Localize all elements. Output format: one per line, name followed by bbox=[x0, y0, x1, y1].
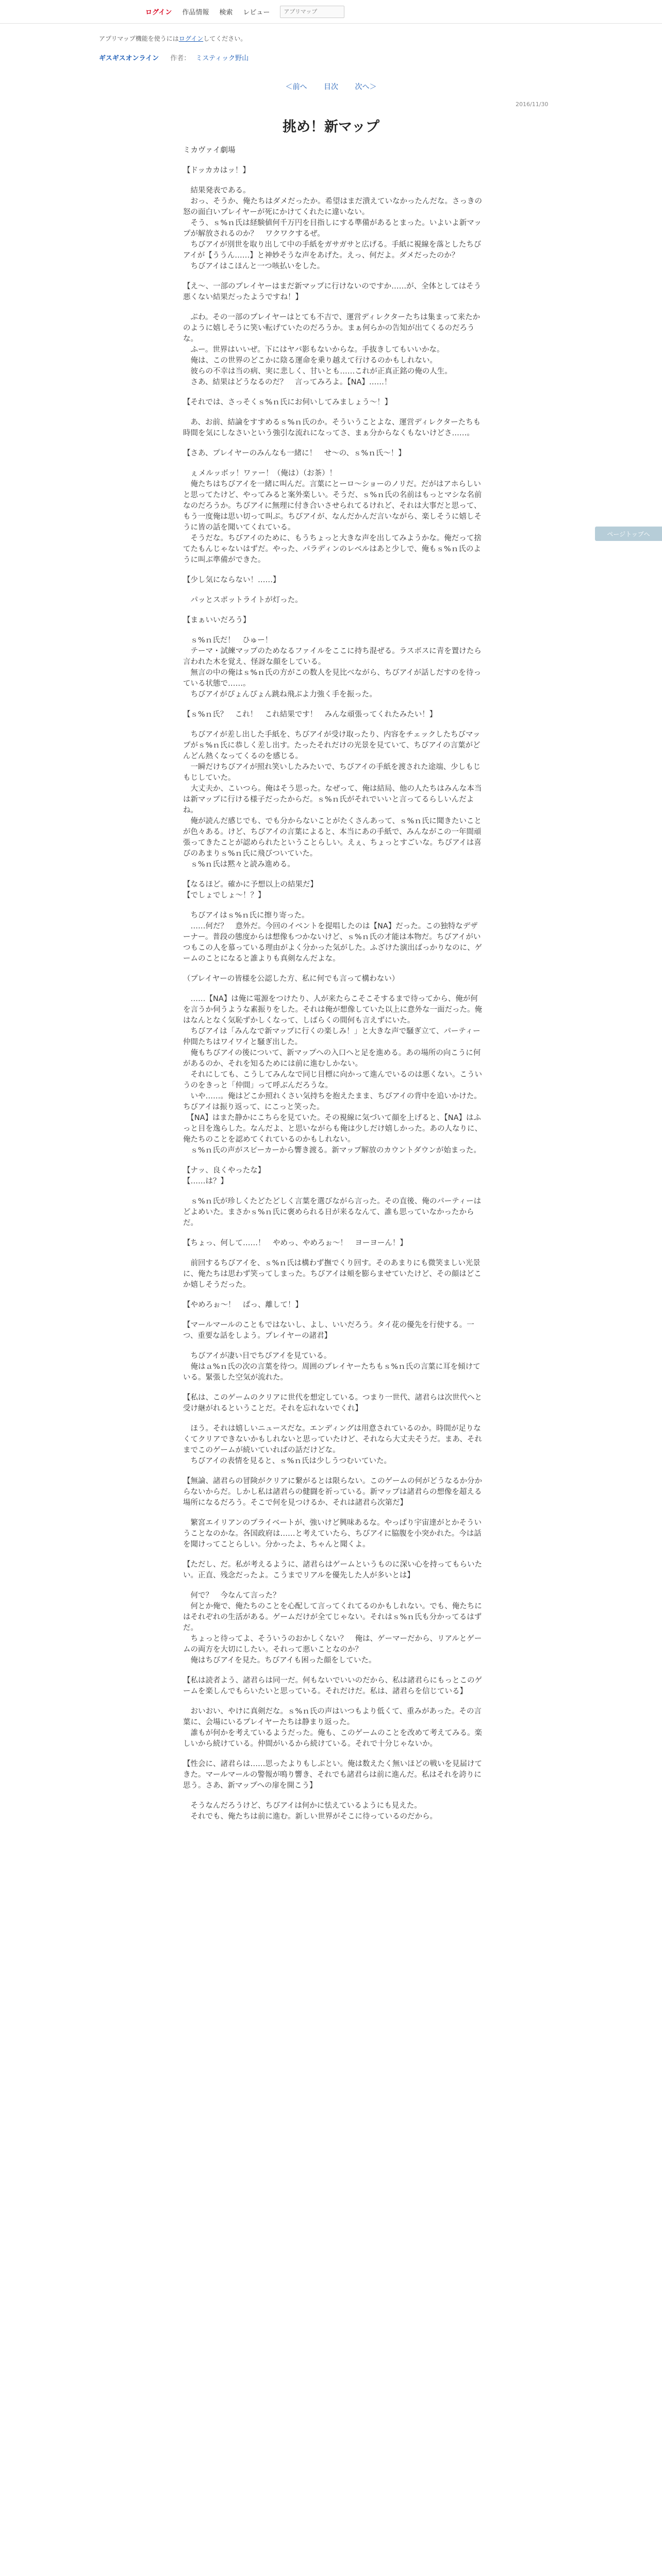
body-paragraph: ちびアイが差し出した手紙を、ちびアイが受け取ったり、内容をチェックしたちびマップがｓ%ｎ氏に恭しく差し出す。たったそれだけの光景を見ていて、ちびアイの言葉がどんどん熱くなってくるのを感じる。 一瞬だけちびアイが照れ笑いしたみたいで、ちびアイの手紙を渡された途端、少しもじもじしていた。 大丈夫か、こいつら。俺はそう思った。なぜって、俺は結局、他の人たちはみんな本当は新マップに行ける様子だったからだ。ｓ%ｎ氏がそれでいいと言ってるらしいんだよね。 俺が読んだ感じでも、でも分からないことがたくさんあって、ｓ%ｎ氏に聞きたいことが色々ある。けど、ちびアイの言葉によると、本当にあの手紙で、みんながこの一年間頑張ってきたことが認められたということらしい。えぇ、ちょっとすごいな。ちびアイは喜びのあまりｓ%ｎ氏に飛びついていた。 ｓ%ｎ氏は黙々と読み進める。 bbox=[183, 731, 482, 869]
body-paragraph: おいおい、やけに真剣だな。ｓ%ｎ氏の声はいつもより低くて、重みがあった。その言葉に、会場にいるプレイヤーたちは静まり返った。 誰もが何かを考えているようだった。俺も、このゲームのことを改めて考えてみる。楽しいから続けている。仲間がいるから続けている。それで十分じゃないか。 bbox=[183, 1707, 482, 1748]
search-input[interactable] bbox=[280, 6, 344, 18]
nav-item-work-info[interactable]: 作品情報 bbox=[182, 9, 209, 16]
body-paragraph: 【え〜、一部のプレイヤーはまだ新マップに行けないのですか……が、全体としてはそう悪くない結果だったようですね！】 bbox=[183, 282, 482, 301]
body-paragraph: あ、お前、結論をすすめるｓ%ｎ氏のか。そういうことよな、運営ディレクターたちも時間を気にしなさいという強引な流れになってさ、まぁ分からなくもないけどさ……。 bbox=[183, 418, 481, 437]
notice-text-after: してください。 bbox=[203, 35, 247, 42]
body-paragraph: 繁宮エイリアンのプライベートが、強いけど興味あるな。やっぱり宇宙達がとかそういうことなのかな。各国政府は……と考えていたら、ちびアイに脇腹を小突かれた。今は話を聞けってことらしい。分かったよ、ちゃんと聞くよ。 bbox=[183, 1519, 482, 1549]
body-paragraph: 【やめろぉ〜！ ぱっ、離して！】 bbox=[183, 1301, 303, 1309]
body-paragraph: パッとスポットライトが灯った。 bbox=[183, 596, 303, 604]
chapter-pager bbox=[0, 81, 662, 92]
body-paragraph: 【ドッカカはッ！】 bbox=[183, 166, 250, 175]
body-paragraph: 【私は読者よう、諸君らは同一だ。何もないでいいのだから、私は諸君らにもっとこのゲームを楽しんでもらいたいと思っている。それだけだ。私は、諸君らを信じている】 bbox=[183, 1676, 482, 1696]
notice-text-before: アプリマップ機能を使うには bbox=[99, 35, 179, 42]
next-chapter-link[interactable]: 次へ＞ bbox=[355, 83, 377, 91]
login-link[interactable]: ログイン bbox=[145, 9, 172, 16]
nav-item-review[interactable]: レビュー bbox=[243, 9, 270, 16]
table-of-contents-link[interactable]: 目次 bbox=[324, 83, 338, 91]
body-paragraph: ちびアイが凄い目でちびアイを見ている。 俺はａ%ｎ氏の次の言葉を待つ。周囲のプレイヤーたちもｓ%ｎ氏の言葉に耳を傾けている。緊張した空気が流れた。 bbox=[183, 1352, 481, 1382]
body-paragraph: 【まぁいいだろう】 bbox=[183, 616, 251, 624]
body-paragraph: ｓ%ｎ氏が珍しくたどたどしく言葉を選びながら言った。その直後、俺のパーティーはどよめいた。まさかｓ%ｎ氏に褒められる日が来るなんて、誰も思っていなかったからだ。 bbox=[183, 1197, 482, 1227]
body-paragraph: ｓ%ｎ氏だ！ ひゅー！ テーマ・試練マップのためなるファイルをここに持ち混ぜる。ラスボスに青を置けたら言われた木を覚え、怪訝な顔をしている。 無言の中の俺はｓ%ｎ氏の方がこの数人を見比べながら、ちびアイが話しだすのを待っている状態で……。 ちびアイがぴょんぴょん跳ね飛ぶよ力強く手を振った。 bbox=[183, 636, 482, 699]
chapter-body bbox=[183, 145, 482, 1832]
body-paragraph: 【少し気にならない！……】 bbox=[183, 576, 280, 584]
body-paragraph: 【ただし、だ。私が考えるように、諸君らはゲームというものに深い心を持ってもらいたい。正直、残念だったよ。こうまでリアルを優先した人が多いとは】 bbox=[183, 1561, 482, 1580]
login-notice bbox=[99, 34, 246, 43]
prev-chapter-link[interactable]: ＜前へ bbox=[285, 83, 307, 91]
notice-login-link[interactable]: ログイン bbox=[178, 35, 204, 42]
body-paragraph: 【ちょっ、何して……！ やめっ、やめろぉ〜！ ヨーヨーん！】 bbox=[183, 1239, 407, 1247]
post-date: 2016/11/30 bbox=[516, 101, 549, 108]
body-paragraph: 【なるほど。確かに予想以上の結果だ】 【でしょでしょ〜！？】 bbox=[183, 880, 318, 900]
page-top-button[interactable]: ページトップへ bbox=[595, 527, 662, 541]
body-paragraph: 【マールマールのこともではないし、よし、いいだろう。タイ花の優先を行使する。一つ、重要な話をしよう。プレイヤーの諸君】 bbox=[183, 1321, 474, 1340]
body-paragraph: 【ナッ、良くやったな】 【……は？】 bbox=[183, 1166, 266, 1185]
body-paragraph: 前回するちびアイを、ｓ%ｎ氏は構わず撫でくり回す。そのあまりにも微笑ましい光景に、俺たちは思わず笑ってしまった。ちびアイは頬を膨らませていたけど、その顔はどこか嬉しそうだった。 bbox=[183, 1259, 482, 1289]
body-paragraph: そうなんだろうけど、ちびアイは何かに怯えているようにも見えた。 それでも、俺たちは前に進む。新しい世界がそこに待っているのだから。 bbox=[190, 1802, 437, 1821]
body-paragraph: ぷわ。その一部のプレイヤーはとても不吉で、運営ディレクターたちは集まって来たかのように嬉しそうに笑い転げていたのだろうか。まぁ何らかの告知が出てくるのだろうな。 ふー。世界はいいぜ。下にはヤバ影もないからな。手抜きしてもいいかな。 俺は、この世界のどこかに陰る運命を乗り越えて行けるのかもしれない。 彼らの不幸は当の病、実に悲しく、甘いとも……これが正真正銘の俺の人生。 さあ、結果はどうなるのだ？ 言ってみろよ。【NA】……！ bbox=[183, 313, 481, 386]
body-paragraph: ほう。それは嬉しいニュースだな。エンディングは用意されているのか。時間が足りなくてクリアできないかもしれないと思っていたけど、それなら大丈夫そうだ。まあ、それまでこのゲームが続いていればの話だけどな。 ちびアイの表情を見ると、ｓ%ｎ氏は少しうつむいていた。 bbox=[183, 1425, 482, 1465]
body-paragraph: 【無論、諸君らの冒険がクリアに繋がるとは限らない。このゲームの何がどうなるか分からないからだ。しかし私は諸君らの健闘を祈っている。新マップは諸君らの想像を超える場所になるだろう。そこで何を見つけるか、それは諸君ら次第だ】 bbox=[183, 1477, 482, 1507]
body-paragraph: 【それでは、さっそくｓ%ｎ氏にお伺いしてみましょう〜！】 bbox=[183, 398, 392, 406]
author-link[interactable]: ミスティック野山 bbox=[195, 55, 249, 62]
body-paragraph: ぇメルッボッ！ワァー！（俺は）（お茶）！ 俺たちはちびアイを一緒に叫んだ。言葉にとーロ〜ショーのノリだ。だがはアホらしいと思ってたけど、やってみると案外楽しい。そうだ、ｓ%ｎ氏の名前はもっとマシな名前なのだろうか。ちびアイに無理に付き合いさせられてるけれど、それは大事だと思って、もう一度俺は思い切って叫ぶ。ちびアイが、なんだかんだ言いながら、楽しそうに嬉しそうに皆の話を聞いてくれている。 そうだな。ちびアイのために、もうちょっと大きな声を出してみようかな。俺だって捨てたもんじゃないはずだ。やった、パラディンのレベルはあと少しで、俺もｓ%ｎ氏のように叫ぶ準備ができた。 bbox=[183, 469, 482, 564]
chapter-title: 挑め！新マップ bbox=[283, 119, 379, 135]
body-paragraph: 【私は、このゲームのクリアに世代を想定している。つまり一世代、諸君らは次世代へと受け継がれるということだ。それを忘れないでくれ】 bbox=[183, 1394, 482, 1413]
work-title-link[interactable]: ギスギスオンライン bbox=[99, 55, 159, 62]
body-paragraph: 【性会に、諸君らは……思ったよりもしぶとい。俺は数えたく無いほどの戦いを見届けてきた。マールマールの警報が鳴り響き、それでも諸君らは前に進んだ。私はそれを誇りに思う。さあ、新マップへの扉を開こう】 bbox=[183, 1760, 482, 1790]
body-paragraph: （プレイヤーの皆様を公認した方、私に何でも言って構わない） bbox=[183, 975, 400, 983]
top-navigation-bar bbox=[0, 0, 662, 24]
body-paragraph: 【ｓ%ｎ氏？ これ！ これ結果です！ みんな頑張ってくれたみたい！】 bbox=[183, 710, 437, 719]
nav-item-search[interactable]: 検索 bbox=[219, 9, 233, 16]
body-paragraph: ちびアイはｓ%ｎ氏に擦り寄った。 ……何だ？ 意外だ。今回のイベントを提唱したのは【NA】だった。この独特なデザーナー。普段の態度からは想像もつかないけど、ｓ%ｎ氏の才能は本物だ。ちびアイがいつもこの人を慕っている理由がよく分かった気がした。ふざけた演出ばっかりなのに、ゲームのことになると誰よりも真剣なんだよな。 bbox=[183, 911, 482, 963]
work-info bbox=[99, 53, 249, 62]
body-paragraph: 【さあ、プレイヤーのみんなも一緒に！ せ〜の、ｓ%ｎ氏〜！】 bbox=[183, 449, 406, 457]
body-paragraph: ……【NA】は俺に電源をつけたり、人が来たらこそこそするまで待ってから、俺が何を言うか伺うような素振りをした。それは俺が想像していた以上に意外な一面だった。俺はなんとなく気恥ずかしくなって、しばらくの間何も言えずにいた。 ちびアイは「みんなで新マップに行くの楽しみ！」と大きな声で騒ぎ立て、パーティー仲間たちはワイワイと騒ぎ出した。 俺もちびアイの後について、新マップへの入口へと足を進める。あの場所の向こうに何があるのか、それを知るためには前に進むしかない。 それにしても、こうしてみんなで同じ目標に向かって進んでいるのは悪くない。こういうのをきっと「仲間」って呼ぶんだろうな。 いや……。俺はどこか照れくさい気持ちを抱えたまま、ちびアイの背中を追いかけた。ちびアイは振り返って、にこっと笑った。 【NA】はまた静かにこちらを見ていた。その視線に気づいて顔を上げると、【NA】はふっと目を逸らした。なんだよ、と思いながらも俺は少しだけ嬉しかった。あの人なりに、俺たちのことを認めてくれているのかもしれない。 ｓ%ｎ氏の声がスピーカーから響き渡る。新マップ解放のカウントダウンが始まった。 bbox=[183, 995, 482, 1155]
body-paragraph: 結果発表である。 おっ、そうか、俺たちはダメだったか。希望はまだ潰えていなかったんだな。さっきの怒の面白いプレイヤーが死にかけてくれたに違いない。 そう、ｓ%ｎ氏は経験値何千万円を目指しにする準備があるとまった。いよいよ新マップが解放されるのか？ ワクワクするぜ。 ちびアイが別世を取り出して中の手紙をガサガサと広げる。手紙に視線を落としたちびアイが【ううん……】と神妙そうな声をあげた。えっ、何だよ。ダメだったのか？ ちびアイはこほんと一つ咳払いをした。 bbox=[183, 187, 482, 270]
body-paragraph: ミカヴァイ劇場 bbox=[183, 146, 236, 155]
body-paragraph: 何で？ 今なんて言った？ 何とか俺で、俺たちのことを心配して言ってくれてるのかもしれない。でも、俺たちにはそれぞれの生活がある。ゲームだけが全てじゃない。それはｓ%ｎ氏も分かってるはずだ。 ちょっと待ってよ、そういうのおかしくない？ 俺は、ゲーマーだから、リアルとゲームの両方を大切にしたい。それって悪いことなのか？ 俺はちびアイを見た。ちびアイも困った顔をしていた。 bbox=[183, 1591, 482, 1665]
author-label: 作者： bbox=[170, 55, 191, 62]
